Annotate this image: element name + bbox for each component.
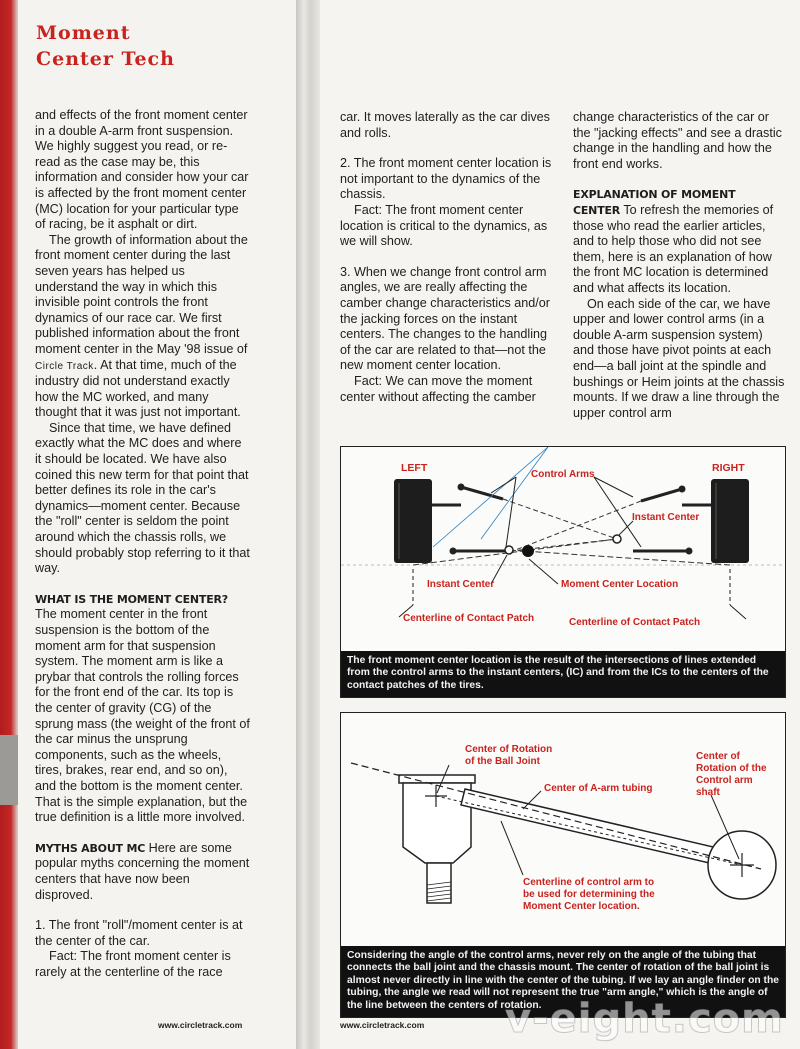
leader-line xyxy=(506,477,516,547)
right-lower-pivot xyxy=(686,548,693,555)
paragraph: and effects of the front moment center in a double A-arm front suspension. We highly suggest you read, or re-read as the case may be, this information and consider how your car is affected by the front moment center (MC) location for your particular type of racing, be it asphalt or dirt. xyxy=(35,108,249,232)
subhead-what-is-mc: WHAT IS THE MOMENT CENTER? xyxy=(35,592,228,606)
right-upper-arm xyxy=(641,489,682,501)
label-centerline-control-arm-2: be used for determining the xyxy=(523,889,655,900)
figure-1-caption: The front moment center location is the result of the intersections of lines extended from the control arms to the instant centers, (IC) and from the ICs to the centers of the contact patches of the tires. xyxy=(341,651,785,698)
leader-line xyxy=(730,605,746,619)
paragraph: Fact: We can move the moment center without affecting the camber xyxy=(340,373,536,404)
paragraph: Fact: The front moment center location is critical to the dynamics, as we will show. xyxy=(340,202,548,249)
article-column-3 xyxy=(573,110,785,421)
footer-url-left: www.circletrack.com xyxy=(158,1020,243,1030)
kicker-line-1: Moment xyxy=(36,22,131,44)
subhead-myths: MYTHS ABOUT MC xyxy=(35,841,146,855)
label-right: RIGHT xyxy=(712,462,745,474)
footer-url-right: www.circletrack.com xyxy=(340,1020,425,1030)
spindle-top-plate xyxy=(399,775,475,783)
leader-line xyxy=(619,521,633,535)
label-shaft-center-1: Center of xyxy=(696,751,740,762)
label-instant-center-left: Instant Center xyxy=(427,579,495,590)
label-centerline-control-arm-3: Moment Center location. xyxy=(523,901,640,912)
label-ball-joint-center-2: of the Ball Joint xyxy=(465,756,540,767)
paragraph xyxy=(573,187,785,296)
left-tire xyxy=(394,479,432,563)
paragraph-text: To refresh the memories of those who read the earlier articles, and to help those who did not see them, here is an explanation of how the front MC location is determined and what affects its location. xyxy=(573,202,774,295)
page-gutter xyxy=(296,0,322,1049)
label-shaft-center-4: shaft xyxy=(696,787,720,798)
moment-center-point xyxy=(522,545,534,557)
edge-photo-strip xyxy=(0,735,18,805)
right-tire xyxy=(711,479,749,563)
label-centerline-left: Centerline of Contact Patch xyxy=(403,613,535,624)
leader-line xyxy=(594,477,633,497)
paragraph: On each side of the car, we have upper and lower control arms (in a double A-arm suspension system) and those have pivot points at each end—a ball joint at the spindle and bushings or Heim joints at the chassis mounts. If we draw a line through the upper control arm xyxy=(573,296,785,420)
label-ball-joint-center-1: Center of Rotation xyxy=(465,744,553,755)
left-instant-center xyxy=(505,546,513,554)
right-upper-pivot xyxy=(679,486,686,493)
section-kicker xyxy=(36,20,175,72)
paragraph xyxy=(35,592,250,826)
paragraph: 2. The front moment center location is not important to the dynamics of the chassis. xyxy=(340,156,552,202)
right-instant-center xyxy=(613,535,621,543)
paragraph xyxy=(35,233,250,421)
watermark: v-eight.com xyxy=(505,996,784,1042)
paragraph: change characteristics of the car or the "jacking effects" and see a drastic change in the handling and how the front end works. xyxy=(573,110,782,171)
label-shaft-center-2: Rotation of the xyxy=(696,763,767,774)
annotation-line-blue xyxy=(433,447,548,547)
paragraph: Fact: The front moment center is rarely at the centerline of the race xyxy=(35,949,231,979)
aarm-tubing xyxy=(461,789,739,869)
magazine-name: Circle Track xyxy=(35,360,94,372)
paragraph: Since that time, we have defined exactly what the MC does and where it should be located. We have also coined this new term for that point that better defines its role in the car's dynamics—moment center. Because the "roll" center is seldom the point around which the chassis rolls, we should probably stop referring to it that way. xyxy=(35,420,250,576)
label-control-arms: Control Arms xyxy=(531,469,595,480)
label-instant-center-right: Instant Center xyxy=(632,512,700,523)
paragraph: car. It moves laterally as the car dives and rolls. xyxy=(340,110,550,140)
leader-line xyxy=(491,477,516,493)
spindle-stem xyxy=(427,863,451,903)
spindle-body xyxy=(403,783,471,863)
paragraph-text: The growth of information about the front moment center during the last seven years has helped us understand the way in which this invisible point controls the front dynamics of our race car. We first published information about the front moment center in the May '98 issue of xyxy=(35,232,248,356)
leader-line xyxy=(529,559,558,584)
right-ic-to-patch-line xyxy=(509,550,730,565)
label-moment-center-location: Moment Center Location xyxy=(561,579,679,590)
label-aarm-tubing-center: Center of A-arm tubing xyxy=(544,783,653,794)
label-left: LEFT xyxy=(401,462,428,474)
paragraph: 1. The front "roll"/moment center is at the center of the car. xyxy=(35,918,243,948)
paragraph-text: The moment center in the front suspension is the bottom of the moment arm for that suspension system. The moment arm is like a prybar that controls the rolling forces for the front end of the car. Its top is the center of gravity (CG) of the sprung mass (the weight of the front of the car minus the unsprung components, such as the wheels, tires, brakes, rear end, and so on), and the bottom is the moment center. That is the simple explanation, but the true definition is a little more involved. xyxy=(35,607,250,825)
label-centerline-control-arm-1: Centerline of control arm to xyxy=(523,877,655,888)
left-upper-pivot xyxy=(458,484,465,491)
kicker-line-2: Center Tech xyxy=(36,48,175,70)
article-column-2 xyxy=(340,110,555,405)
paragraph-text: . At that time, much of the industry did not understand exactly how the MC worked, and many thought that it was just not important. xyxy=(35,357,241,420)
subhead-explanation: EXPLANATION OF MOMENT CENTER xyxy=(573,188,736,217)
figure-control-arm-diagram xyxy=(340,712,786,1018)
left-page-edge xyxy=(0,0,18,1049)
figure-2-caption: Considering the angle of the control arms, never rely on the angle of the tubing that connects the ball joint and the chassis mount. The center of rotation of the ball joint is almost never directly in line with the center of the tubing. If we lay an angle finder on the tubing, the angle we read will not represent the true "arm angle," which is the angle of the line between the centers of rotation. xyxy=(341,946,785,1018)
label-centerline-right: Centerline of Contact Patch xyxy=(569,617,701,628)
paragraph xyxy=(35,841,250,903)
left-ic-to-patch-line xyxy=(413,539,617,565)
article-column-1 xyxy=(35,108,250,980)
label-shaft-center-3: Control arm xyxy=(696,775,753,786)
leader-line xyxy=(501,821,523,875)
paragraph: 3. When we change front control arm angles, we are really affecting the camber change characteristics and/or the jacking forces on the instant centers. The changes to the handling of the car are related to that—not the new moment center location. xyxy=(340,264,550,373)
left-lower-pivot xyxy=(450,548,457,555)
paragraph-text: Here are some popular myths concerning the moment centers that have now been disproved. xyxy=(35,840,250,902)
figure-moment-center-diagram xyxy=(340,446,786,698)
left-upper-extension xyxy=(503,499,617,539)
